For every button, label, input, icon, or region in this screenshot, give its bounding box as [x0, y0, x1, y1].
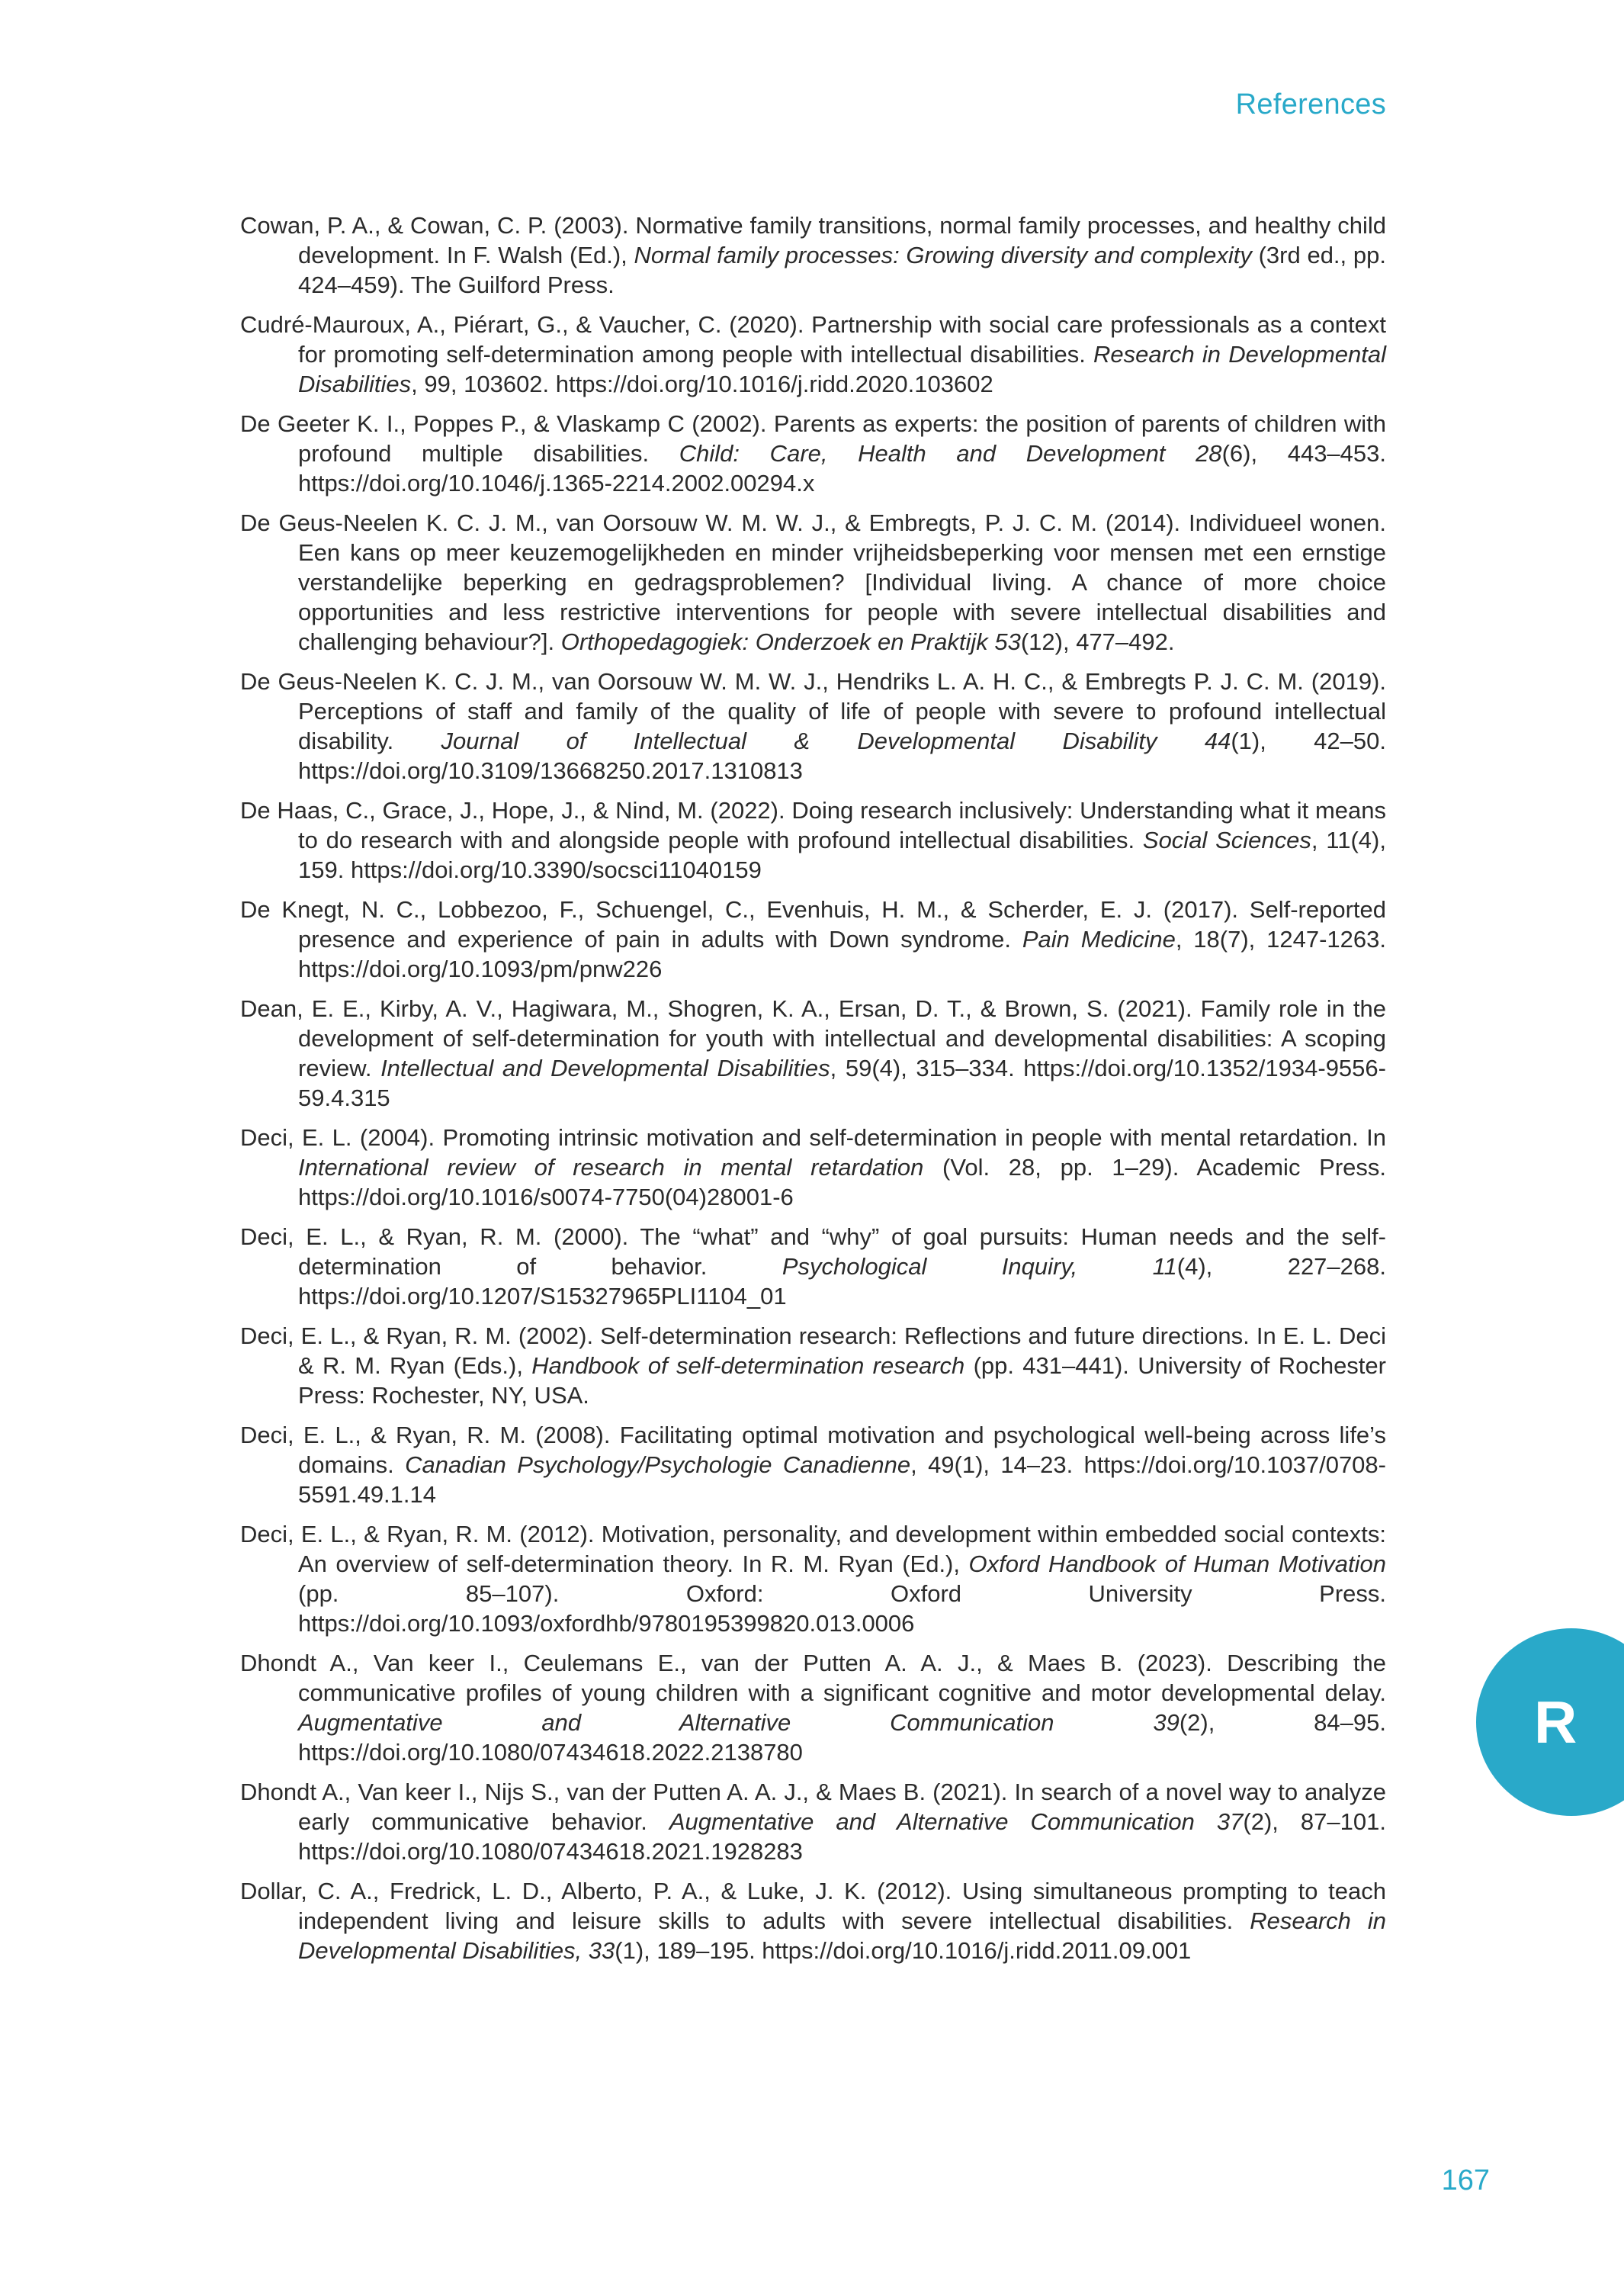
reference-entry: [240, 1222, 1386, 1311]
reference-details: (3rd ed., pp. 424–459). The Guilford Press.: [298, 242, 1386, 298]
reference-details: (pp. 85–107). Oxford: Oxford University Press. https://doi.org/10.1093/oxfordhb/9780195399820.013.0006: [298, 1580, 1386, 1637]
reference-text: De Geeter K. I., Poppes P., & Vlaskamp C (2002). Parents as experts: the position of parents of children with profound multiple disabilities.: [240, 410, 1386, 467]
reference-entry: [240, 1420, 1386, 1509]
reference-venue: Augmentative and Alternative Communication 37: [669, 1808, 1244, 1835]
reference-entry: [240, 895, 1386, 984]
reference-text: De Knegt, N. C., Lobbezoo, F., Schuengel, C., Evenhuis, H. M., & Scherder, E. J. (2017). Self-reported presence and experience of pain in adults with Down syndrome.: [240, 896, 1386, 953]
reference-venue: Child: Care, Health and Development 28: [679, 440, 1222, 467]
reference-text: Deci, E. L., & Ryan, R. M. (2008). Facilitating optimal motivation and psychological well-being across life’s domains.: [240, 1422, 1386, 1478]
reference-details: (pp. 431–441). University of Rochester Press: Rochester, NY, USA.: [298, 1352, 1386, 1409]
reference-details: (Vol. 28, pp. 1–29). Academic Press. https://doi.org/10.1016/s0074-7750(04)28001-6: [298, 1154, 1387, 1210]
reference-entry: [240, 1876, 1386, 1965]
reference-details: (1), 189–195. https://doi.org/10.1016/j.ridd.2011.09.001: [615, 1937, 1192, 1964]
reference-venue: Augmentative and Alternative Communication 39: [298, 1709, 1179, 1736]
reference-entry: [240, 795, 1386, 885]
reference-entry: [240, 667, 1386, 786]
reference-text: Cowan, P. A., & Cowan, C. P. (2003). Normative family transitions, normal family processes, and healthy child development. In F. Walsh (Ed.),: [240, 212, 1386, 268]
reference-venue: Social Sciences: [1142, 827, 1311, 853]
reference-entry: [240, 310, 1386, 399]
reference-venue: Normal family processes: Growing diversity and complexity: [634, 242, 1252, 268]
reference-text: Dean, E. E., Kirby, A. V., Hagiwara, M., Shogren, K. A., Ersan, D. T., & Brown, S. (2021). Family role in the development of self-determination for youth with intellectual and developmental disabilities: A scoping review.: [240, 995, 1386, 1081]
reference-text: Dhondt A., Van keer I., Ceulemans E., van der Putten A. A. J., & Maes B. (2023). Describing the communicative profiles of young children with a significant cognitive and motor developmental delay.: [240, 1650, 1386, 1706]
reference-details: (2), 87–101. https://doi.org/10.1080/07434618.2021.1928283: [298, 1808, 1386, 1865]
reference-venue: Handbook of self-determination research: [531, 1352, 965, 1379]
reference-entry: [240, 1123, 1386, 1212]
reference-details: , 11(4), 159. https://doi.org/10.3390/socsci11040159: [298, 827, 1386, 883]
section-tab-letter: R: [1534, 1689, 1577, 1756]
reference-venue: Research in Developmental Disabilities, 33: [298, 1907, 1386, 1964]
reference-entry: [240, 1648, 1386, 1767]
reference-text: De Geus-Neelen K. C. J. M., van Oorsouw W. M. W. J., & Embregts, P. J. C. M. (2014). Individueel wonen. Een kans op meer keuzemogelijkheden en minder vrijheidsbeperking voor mensen met een ernstige verstandelijke beperking en gedragsproblemen? [Individual living. A chance of more choice opportunities and less restrictive interventions for people with severe intellectual disabilities and challenging behaviour?].: [240, 509, 1386, 655]
reference-venue: Psychological Inquiry, 11: [782, 1253, 1177, 1280]
reference-venue: Pain Medicine: [1022, 926, 1176, 953]
reference-details: (6), 443–453. https://doi.org/10.1046/j.1365-2214.2002.00294.x: [298, 440, 1387, 496]
reference-entry: [240, 1777, 1386, 1866]
reference-entry: [240, 508, 1386, 657]
reference-venue: Orthopedagogiek: Onderzoek en Praktijk 53: [560, 628, 1021, 655]
reference-details: (1), 42–50. https://doi.org/10.3109/13668250.2017.1310813: [298, 728, 1386, 784]
reference-text: Deci, E. L., & Ryan, R. M. (2012). Motivation, personality, and development within embedded social contexts: An overview of self-determination theory. In R. M. Ryan (Ed.),: [240, 1521, 1386, 1577]
reference-details: , 99, 103602. https://doi.org/10.1016/j.ridd.2020.103602: [411, 371, 993, 397]
reference-venue: Intellectual and Developmental Disabilities: [380, 1055, 830, 1081]
reference-venue: Research in Developmental Disabilities: [298, 341, 1387, 397]
reference-text: Cudré-Mauroux, A., Piérart, G., & Vaucher, C. (2020). Partnership with social care professionals as a context for promoting self-determination among people with intellectual disabilities.: [240, 311, 1386, 368]
reference-venue: Canadian Psychology/Psychologie Canadienne: [405, 1451, 911, 1478]
reference-venue: International review of research in mental retardation: [298, 1154, 924, 1181]
reference-venue: Journal of Intellectual & Developmental Disability 44: [441, 728, 1231, 754]
reference-details: (12), 477–492.: [1020, 628, 1175, 655]
reference-entry: [240, 994, 1386, 1113]
reference-list: [240, 210, 1386, 1975]
reference-text: Dollar, C. A., Fredrick, L. D., Alberto, P. A., & Luke, J. K. (2012). Using simultaneous prompting to teach independent living and leisure skills to adults with severe intellectual disabilities.: [240, 1878, 1386, 1934]
reference-entry: [240, 1519, 1386, 1638]
reference-text: Deci, E. L. (2004). Promoting intrinsic motivation and self-determination in people with mental retardation. In: [240, 1124, 1386, 1151]
reference-text: Deci, E. L., & Ryan, R. M. (2000). The “what” and “why” of goal pursuits: Human needs and the self-determination of behavior.: [240, 1223, 1386, 1280]
reference-details: , 18(7), 1247-1263. https://doi.org/10.1093/pm/pnw226: [298, 926, 1387, 982]
page-number: 167: [1441, 2164, 1490, 2196]
reference-text: De Haas, C., Grace, J., Hope, J., & Nind, M. (2022). Doing research inclusively: Understanding what it means to do research with and alongside people with profound intellectual disabilities.: [240, 797, 1386, 853]
reference-text: De Geus-Neelen K. C. J. M., van Oorsouw W. M. W. J., Hendriks L. A. H. C., & Embregts P. J. C. M. (2019). Perceptions of staff and family of the quality of life of people with severe to profound intellectual disability.: [240, 668, 1386, 754]
section-tab: [1476, 1628, 1624, 1816]
reference-details: , 59(4), 315–334. https://doi.org/10.1352/1934-9556-59.4.315: [298, 1055, 1386, 1111]
reference-entry: [240, 409, 1386, 498]
reference-entry: [240, 1321, 1386, 1410]
reference-details: (4), 227–268. https://doi.org/10.1207/S15327965PLI1104_01: [298, 1253, 1386, 1309]
reference-venue: Oxford Handbook of Human Motivation: [968, 1551, 1386, 1577]
reference-text: Dhondt A., Van keer I., Nijs S., van der Putten A. A. J., & Maes B. (2021). In search of a novel way to analyze early communicative behavior.: [240, 1779, 1386, 1835]
reference-details: (2), 84–95. https://doi.org/10.1080/07434618.2022.2138780: [298, 1709, 1386, 1766]
reference-text: Deci, E. L., & Ryan, R. M. (2002). Self-determination research: Reflections and future directions. In E. L. Deci & R. M. Ryan (Eds.),: [240, 1322, 1386, 1379]
reference-details: , 49(1), 14–23. https://doi.org/10.1037/0708-5591.49.1.14: [298, 1451, 1386, 1508]
running-header: References: [1235, 88, 1386, 121]
reference-entry: [240, 210, 1386, 300]
